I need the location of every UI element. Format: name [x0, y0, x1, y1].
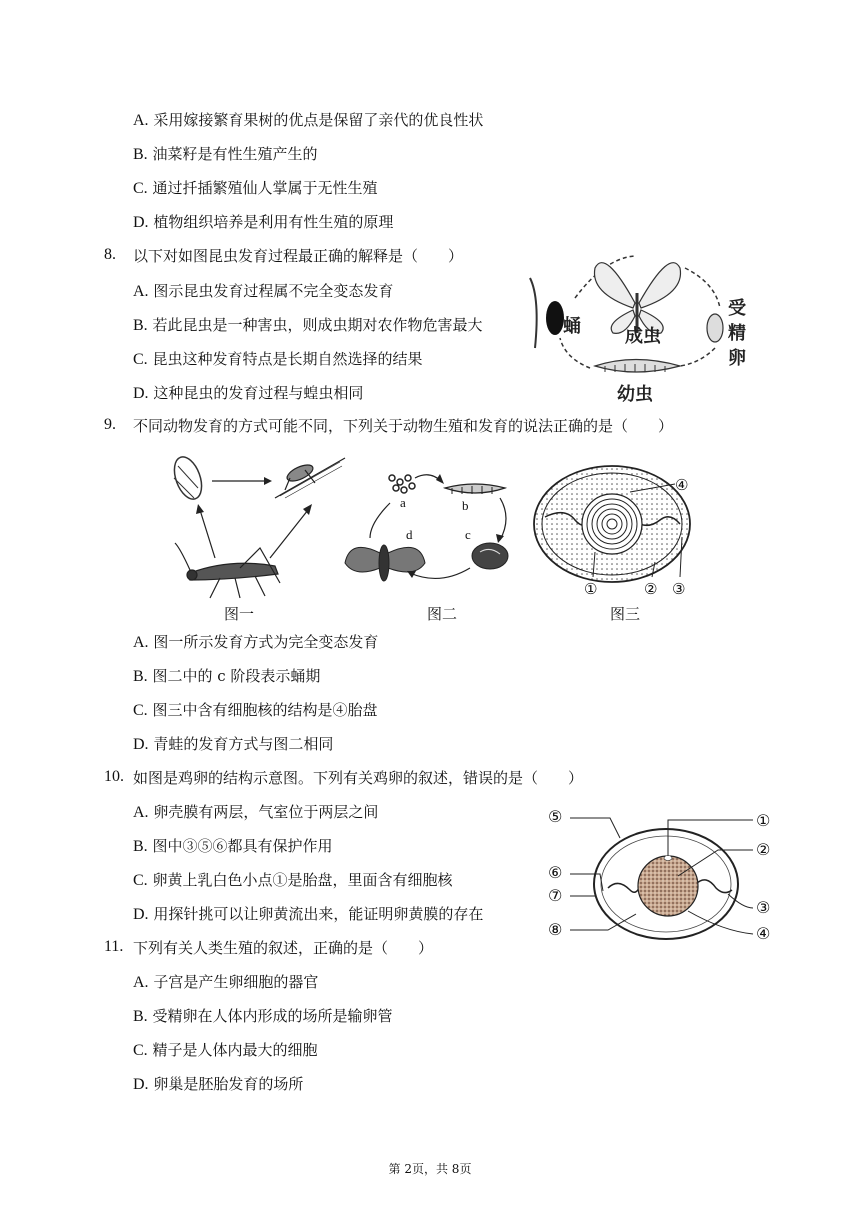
fig2-label-b: b [462, 498, 469, 513]
q10-number: 10. [104, 768, 124, 785]
q11-option-d: D. 卵巢是胚胎发育的场所 [133, 1075, 304, 1093]
q10-option-b: B. 图中③⑤⑥都具有保护作用 [133, 837, 333, 855]
nymph-icon [275, 458, 345, 498]
q11-stem: 下列有关人类生殖的叙述，正确的是（ ） [133, 939, 434, 957]
q8-stem: 以下对如图昆虫发育过程最正确的解释是（ ） [133, 247, 464, 265]
q7-option-a: A. 采用嫁接繁育果树的优点是保留了亲代的优良性状 [133, 111, 484, 129]
egg-label-1: ① [756, 811, 771, 830]
larva-label: 幼虫 [617, 384, 653, 405]
q7-option-c: C. 通过扦插繁殖仙人掌属于无性生殖 [133, 179, 378, 197]
egg-label-6: ⑥ [548, 863, 563, 882]
fig2-label-d: d [406, 527, 413, 542]
q7-option-b: B. 油菜籽是有性生殖产生的 [133, 145, 318, 163]
fig3-label-4: ④ [675, 476, 689, 494]
q11-option-b: B. 受精卵在人体内形成的场所是输卵管 [133, 1007, 393, 1025]
egg-label-3: ③ [756, 898, 771, 917]
egg-label-7: ⑦ [548, 886, 563, 905]
q8-number: 8. [104, 246, 116, 263]
fig3-label-1: ① [584, 580, 598, 598]
eggs-icon [389, 475, 415, 493]
pupa-icon [530, 278, 564, 348]
q11-number: 11. [104, 938, 124, 955]
q8-option-d: D. 这种昆虫的发育过程与蝗虫相同 [133, 384, 364, 402]
q10-option-a: A. 卵壳膜有两层，气室位于两层之间 [133, 803, 379, 821]
figure-two-moth-cycle [340, 468, 520, 598]
egg-label: 受精卵 [728, 298, 746, 369]
grasshopper-icon [175, 543, 280, 598]
q9-option-d: D. 青蛙的发育方式与图二相同 [133, 735, 334, 753]
figure-two-caption: 图二 [427, 605, 458, 623]
q9-option-a: A. 图一所示发育方式为完全变态发育 [133, 633, 379, 651]
larva-icon [595, 360, 680, 373]
q9-number: 9. [104, 416, 116, 433]
fig3-label-3: ③ [672, 580, 686, 598]
egg-label-4: ④ [756, 924, 771, 943]
yolk-icon [638, 856, 698, 916]
q11-option-a: A. 子宫是产生卵细胞的器官 [133, 973, 319, 991]
chicken-egg-figure [548, 806, 778, 946]
q9-stem: 不同动物发育的方式可能不同，下列关于动物生殖和发育的说法正确的是（ ） [133, 417, 674, 435]
egg-label-5: ⑤ [548, 807, 563, 826]
fig2-label-c: c [465, 527, 471, 542]
pupa-label: 蛹 [563, 316, 581, 337]
egg-label-8: ⑧ [548, 920, 563, 939]
egg-icon [169, 453, 207, 503]
figure-three-caption: 图三 [610, 605, 641, 623]
q9-option-c: C. 图三中含有细胞核的结构是④胎盘 [133, 701, 378, 719]
figure-one-grasshopper-cycle [160, 448, 360, 608]
egg-icon [707, 314, 723, 342]
pupa-icon [472, 543, 508, 569]
q11-option-c: C. 精子是人体内最大的细胞 [133, 1041, 318, 1059]
adult-label: 成虫 [625, 326, 661, 347]
q7-option-d: D. 植物组织培养是利用有性生殖的原理 [133, 213, 394, 231]
fig3-label-2: ② [644, 580, 658, 598]
page-footer: 第 2页，共 8页 [388, 1162, 472, 1176]
q10-stem: 如图是鸡卵的结构示意图。下列有关鸡卵的叙述，错误的是（ ） [133, 769, 584, 787]
q8-option-b: B. 若此昆虫是一种害虫，则成虫期对农作物危害最大 [133, 316, 483, 334]
q8-option-a: A. 图示昆虫发育过程属不完全变态发育 [133, 282, 394, 300]
figure-one-caption: 图一 [224, 605, 255, 623]
q10-option-c: C. 卵黄上乳白色小点①是胎盘，里面含有细胞核 [133, 871, 453, 889]
q10-option-d: D. 用探针挑可以让卵黄流出来，能证明卵黄膜的存在 [133, 905, 484, 923]
q8-option-c: C. 昆虫这种发育特点是长期自然选择的结果 [133, 350, 423, 368]
fig2-label-a: a [400, 495, 406, 510]
larva-icon [445, 484, 505, 494]
egg-label-2: ② [756, 840, 771, 859]
q9-option-b: B. 图二中的 c 阶段表示蛹期 [133, 667, 321, 685]
